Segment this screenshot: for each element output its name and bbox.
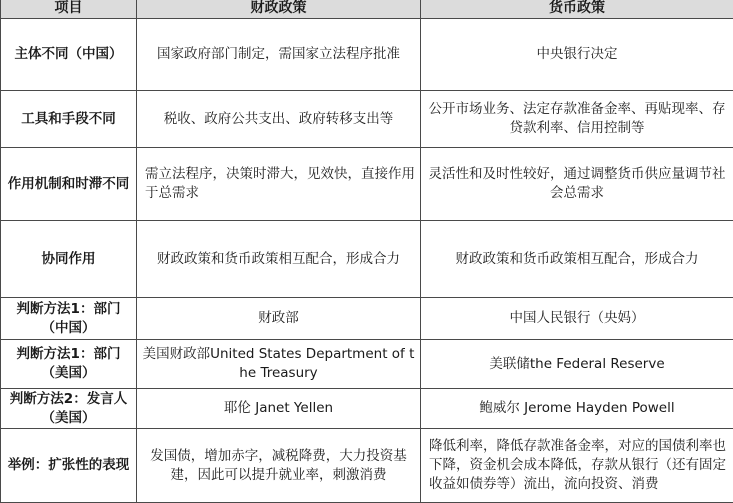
- row-label: 作用机制和时滞不同: [1, 148, 137, 221]
- fiscal-cell: 美国财政部United States Department of the Treasury: [137, 340, 421, 389]
- table-row-tools: [1, 91, 733, 148]
- table-row-synergy: [1, 221, 733, 298]
- table-row-mechanism: [1, 148, 733, 221]
- row-label: 工具和手段不同: [1, 91, 137, 148]
- table-row-expansionary-example: [1, 429, 733, 503]
- monetary-cell: 财政政策和货币政策相互配合，形成合力: [421, 221, 733, 298]
- monetary-cell: 鲍威尔 Jerome Hayden Powell: [421, 389, 733, 429]
- row-label: 协同作用: [1, 221, 137, 298]
- table-row-subject: [1, 19, 733, 91]
- row-label: 主体不同（中国）: [1, 19, 137, 91]
- monetary-cell: 中国人民银行（央妈）: [421, 298, 733, 340]
- table-row-dept-china: [1, 298, 733, 340]
- fiscal-cell: 耶伦 Janet Yellen: [137, 389, 421, 429]
- fiscal-cell: 发国债，增加赤字，减税降费，大力投资基建，因此可以提升就业率，刺激消费: [137, 429, 421, 503]
- fiscal-cell: 财政政策和货币政策相互配合，形成合力: [137, 221, 421, 298]
- header-fiscal-policy: 财政政策: [137, 0, 421, 19]
- monetary-cell: 中央银行决定: [421, 19, 733, 91]
- table-row-dept-usa: [1, 340, 733, 389]
- row-label: 判断方法2：发言人（美国）: [1, 389, 137, 429]
- monetary-cell: 美联储the Federal Reserve: [421, 340, 733, 389]
- row-label: 判断方法1：部门（美国）: [1, 340, 137, 389]
- table-header-row: [1, 0, 733, 19]
- table-row-spokesperson-usa: [1, 389, 733, 429]
- fiscal-cell: 税收、政府公共支出、政府转移支出等: [137, 91, 421, 148]
- monetary-cell: 灵活性和及时性较好，通过调整货币供应量调节社会总需求: [421, 148, 733, 221]
- header-item: 项目: [1, 0, 137, 19]
- fiscal-cell: 国家政府部门制定，需国家立法程序批准: [137, 19, 421, 91]
- monetary-cell: 公开市场业务、法定存款准备金率、再贴现率、存贷款利率、信用控制等: [421, 91, 733, 148]
- row-label: 判断方法1：部门（中国）: [1, 298, 137, 340]
- monetary-cell: 降低利率，降低存款准备金率，对应的国债利率也下降，资金机会成本降低，存款从银行（还有固定收益如债券等）流出，流向投资、消费: [421, 429, 733, 503]
- fiscal-cell: 财政部: [137, 298, 421, 340]
- header-monetary-policy: 货币政策: [421, 0, 733, 19]
- fiscal-cell: 需立法程序，决策时滞大，见效快，直接作用于总需求: [137, 148, 421, 221]
- row-label: 举例：扩张性的表现: [1, 429, 137, 503]
